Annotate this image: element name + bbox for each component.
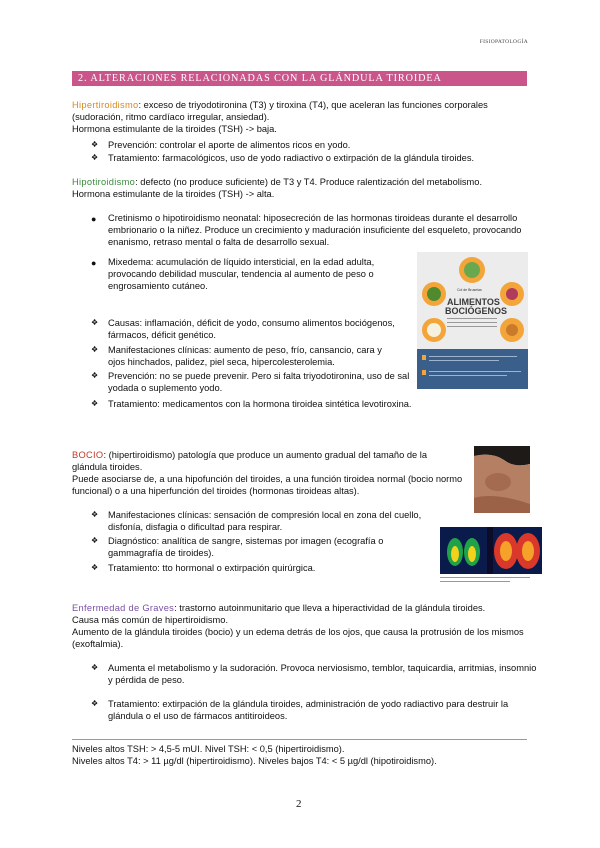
diamond-bullet-icon: ❖	[91, 510, 99, 519]
running-header: FISIOPATOLOGÍA	[479, 39, 528, 45]
scintigraphy-illustration	[440, 527, 542, 574]
bocio-line1: : (hipertiroidismo) patología que produce un aumento gradual del tamaño de la	[103, 450, 427, 460]
diamond-bullet-icon: ❖	[91, 563, 99, 572]
section-title: 2. ALTERACIONES RELACIONADAS CON LA GLÁNDULA TIROIDEA	[72, 71, 527, 86]
cretinismo-line2: embrionario o la niñez. Produce un crecimiento y maduración insuficiente del esqueleto, provocando	[108, 225, 522, 235]
bocio-line4: funcional) o a una hiperfunción del tiroides (hormonas tiroideas altas).	[72, 486, 360, 496]
caption-line	[440, 577, 530, 578]
goitre-photo	[474, 446, 530, 513]
footer-t4-levels: Niveles altos T4: > 11 µg/dl (hipertiroidismo). Niveles bajos T4: < 5 µg/dl (hipotiroidismo).	[72, 756, 437, 766]
hypo-term: Hipotiroidismo	[72, 177, 136, 187]
footer-divider	[72, 739, 527, 740]
diamond-bullet-icon: ❖	[91, 399, 99, 408]
thyroid-scintigraphy-images	[440, 527, 542, 574]
hyper-term: Hipertiroidismo	[72, 100, 139, 110]
bocio-diagnosis-line2: gammagrafía de tiroides).	[108, 548, 214, 558]
graves-line2: Causa más común de hipertiroidismo.	[72, 615, 229, 625]
hypo-prevention-line2: yodada o suplemento yodo.	[108, 383, 223, 393]
goitrogenic-foods-poster	[417, 252, 528, 389]
hyper-line1: : exceso de triyodotironina (T3) y tiroxina (T4), que aceleran las funciones corporales	[138, 100, 488, 110]
hypo-treatment: Tratamiento: medicamentos con la hormona tiroidea sintética levotiroxina.	[108, 399, 412, 409]
diamond-bullet-icon: ❖	[91, 318, 99, 327]
diamond-bullet-icon: ❖	[91, 663, 99, 672]
mixedema-line3: engrosamiento cutáneo.	[108, 281, 208, 291]
hyper-line3: Hormona estimulante de la tiroides (TSH) -> baja.	[72, 124, 277, 134]
bocio-treatment: Tratamiento: tto hormonal o extirpación quirúrgica.	[108, 563, 316, 573]
diamond-bullet-icon: ❖	[91, 371, 99, 380]
bocio-diagnosis-line1: Diagnóstico: analítica de sangre, sistemas por imagen (ecografía o	[108, 536, 384, 546]
bocio-line2: glándula tiroides.	[72, 462, 143, 472]
bocio-term: BOCIO	[72, 450, 104, 460]
hypo-line2: Hormona estimulante de la tiroides (TSH) -> alta.	[72, 189, 275, 199]
footer-tsh-levels: Niveles altos TSH: > 4,5-5 mUI. Nivel TSH: < 0,5 (hipertiroidismo).	[72, 744, 345, 754]
mixedema-line1: Mixedema: acumulación de líquido intersticial, en la edad adulta,	[108, 257, 375, 267]
hypo-clinical-line2: ojos hinchados, palidez, piel seca, hipercolesterolemia.	[108, 357, 335, 367]
graves-term: Enfermedad de Graves	[72, 603, 175, 613]
hyper-bullet-prevention: Prevención: controlar el aporte de alimentos ricos en yodo.	[108, 140, 351, 150]
graves-paragraph	[72, 602, 485, 614]
hypo-line1: : defecto (no produce suficiente) de T3 y T4. Produce ralentización del metabolismo.	[135, 177, 483, 187]
graves-line3: Aumento de la glándula tiroides (bocio) y un edema detrás de los ojos, que causa la protrusión de los mismos	[72, 627, 524, 637]
poster-title-1: ALIMENTOS	[447, 297, 500, 307]
hyper-line2: (sudoración, ritmo cardíaco irregular, ansiedad).	[72, 112, 270, 122]
dot-bullet-icon: ●	[91, 214, 97, 224]
cretinismo-line1: Cretinismo o hipotiroidismo neonatal: hiposecreción de las hormonas tiroideas durante el desarrollo	[108, 213, 518, 223]
diamond-bullet-icon: ❖	[91, 536, 99, 545]
graves-treatment-line1: Tratamiento: extirpación de la glándula tiroides, administración de yodo radiactivo para destruir la	[108, 699, 509, 709]
graves-line4: (exoftalmia).	[72, 639, 124, 649]
hypo-clinical-line1: Manifestaciones clínicas: aumento de peso, frío, cansancio, cara y	[108, 345, 382, 355]
cretinismo-line3: enanismo, retraso mental o falta de desarrollo sexual.	[108, 237, 330, 247]
hypo-paragraph	[72, 176, 482, 188]
poster-illustration	[417, 252, 528, 389]
graves-effects-line2: y pérdida de peso.	[108, 675, 185, 685]
hypo-causes-line1: Causas: inflamación, déficit de yodo, consumo alimentos bociógenos,	[108, 318, 395, 328]
mixedema-line2: provocando debilidad muscular, tendencia al aumento de peso o	[108, 269, 374, 279]
dot-bullet-icon: ●	[91, 258, 97, 268]
graves-treatment-line2: glándula o el uso de fármacos antitiroideos.	[108, 711, 288, 721]
caption-line	[440, 581, 510, 582]
page-number: 2	[296, 798, 302, 810]
graves-effects-line1: Aumenta el metabolismo y la sudoración. Provoca nerviosismo, temblor, taquicardia, arritmias, insomnio	[108, 663, 537, 673]
neck-illustration	[474, 446, 530, 513]
bocio-paragraph	[72, 449, 427, 461]
poster-label-top: Col de Bruselas	[457, 288, 482, 292]
diamond-bullet-icon: ❖	[91, 153, 99, 162]
bocio-clinical-line1: Manifestaciones clínicas: sensación de compresión local en zona del cuello,	[108, 510, 422, 520]
graves-line1: : trastorno autoinmunitario que lleva a hiperactividad de la glándula tiroides.	[174, 603, 486, 613]
poster-title-2: BOCIÓGENOS	[445, 306, 508, 316]
diamond-bullet-icon: ❖	[91, 699, 99, 708]
hypo-prevention-line1: Prevención: no se puede prevenir. Pero si falta triyodotironina, uso de sal	[108, 371, 410, 381]
bocio-clinical-line2: disfonía, disfagia o dificultad para respirar.	[108, 522, 283, 532]
diamond-bullet-icon: ❖	[91, 345, 99, 354]
diamond-bullet-icon: ❖	[91, 140, 99, 149]
hyper-paragraph	[72, 99, 488, 111]
hypo-causes-line2: fármacos, déficit genético.	[108, 330, 216, 340]
hyper-bullet-treatment: Tratamiento: farmacológicos, uso de yodo radiactivo o extirpación de la glándula tiroides.	[108, 153, 475, 163]
bocio-line3: Puede asociarse de, a una hipofunción del tiroides, a una función tiroidea normal (bocio normo	[72, 474, 463, 484]
